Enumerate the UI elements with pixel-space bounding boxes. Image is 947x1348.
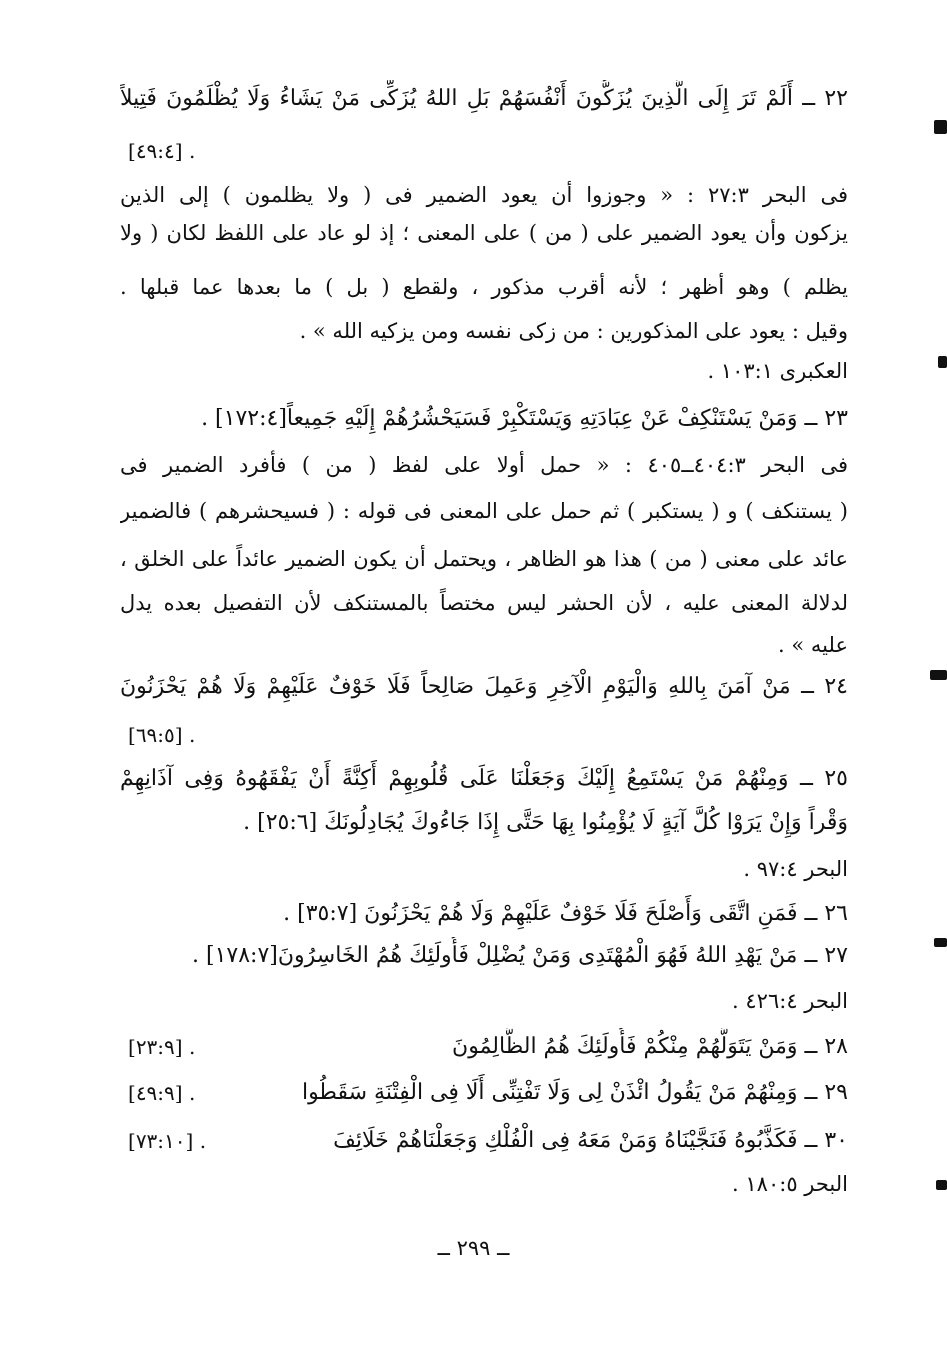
commentary-line: يزكون وأن يعود الضمير على ( من ) على المعنى ؛ إذ لو عاد على اللفظ لكان ( ولا bbox=[120, 221, 848, 245]
verse-reference: [٦٩:٥] . bbox=[128, 723, 196, 747]
verse-reference: [٤٩:٤] . bbox=[128, 139, 196, 163]
verse-line: ٣٠ ــ فَكَذَّبُوهُ فَنَجَّيْنَاهُ وَمَنْ مَعَهُ فِى الْفُلْكِ وَجَعَلْنَاهُمْ خَلَائِفَ bbox=[333, 1128, 848, 1153]
commentary-line: عائد على معنى ( من ) هذا هو الظاهر ، ويحتمل أن يكون الضمير عائداً على الخلق ، bbox=[120, 547, 848, 571]
commentary-line: البحر ٩٧:٤ . bbox=[743, 857, 848, 881]
commentary-line: العكبرى ١٠٣:١ . bbox=[707, 359, 848, 383]
scan-edge-mark bbox=[930, 670, 947, 680]
commentary-line: عليه » . bbox=[778, 633, 848, 657]
commentary-line: البحر ٤٢٦:٤ . bbox=[732, 989, 848, 1013]
verse-line: ٢٥ ــ وَمِنْهُمْ مَنْ يَسْتَمِعُ إِلَيْكَ وَجَعَلْنَا عَلَى قُلُوبِهِمْ أَكِنَّةً أَنْ يَفْقَهُوهُ وَفِى آذَانِهِمْ bbox=[120, 766, 848, 791]
commentary-line: يظلم ) وهو أظهر ؛ لأنه أقرب مذكور ، ولقطع ( بل ) ما بعدها عما قبلها . bbox=[120, 275, 848, 299]
verse-line: ٢٧ ــ مَنْ يَهْدِ اللهُ فَهُوَ الْمُهْتَدِى وَمَنْ يُضْلِلْ فَأُولَئِكَ هُمُ الخَاسِرُونَ[١٧٨:٧] . bbox=[192, 943, 848, 968]
verse-reference: [٧٣:١٠] . bbox=[128, 1129, 207, 1153]
commentary-line: فى البحر ٢٧:٣ : « وجوزوا أن يعود الضمير فى ( ولا يظلمون ) إلى الذين bbox=[120, 183, 848, 207]
verse-line: ٢٢ ــ أَلَمْ تَرَ إِلَى الَّذِينَ يُزَكُّونَ أَنْفُسَهُمْ بَلِ اللهُ يُزَكِّى مَنْ يَشَاءُ وَلَا يُظْلَمُونَ فَتِيلاً bbox=[120, 86, 848, 111]
verse-line: ٢٨ ــ وَمَنْ يَتَوَلَّهُمْ مِنْكُمْ فَأُولَئِكَ هُمُ الظَّالِمُونَ bbox=[452, 1034, 848, 1059]
commentary-line: وقيل : يعود على المذكورين : من زكى نفسه ومن يزكيه الله » . bbox=[299, 319, 848, 343]
verse-line: ٢٦ ــ فَمَنِ اتَّقَى وَأَصْلَحَ فَلَا خَوْفٌ عَلَيْهِمْ وَلَا هُمْ يَحْزَنُونَ [٣٥:٧] . bbox=[283, 901, 848, 926]
verse-line: ٢٣ ــ وَمَنْ يَسْتَنْكِفْ عَنْ عِبَادَتِهِ وَيَسْتَكْبِرْ فَسَيَحْشُرُهُمْ إِلَيْهِ جَمِيعاً[١٧٢:٤] . bbox=[201, 406, 848, 431]
commentary-line: البحر ١٨٠:٥ . bbox=[732, 1172, 848, 1196]
verse-line: ٢٤ ــ مَنْ آمَنَ بِاللهِ وَالْيَوْمِ الْآخِرِ وَعَمِلَ صَالِحاً فَلَا خَوْفٌ عَلَيْهِمْ وَلَا هُمْ يَحْزَنُونَ bbox=[120, 674, 848, 699]
verse-reference: [٢٣:٩] . bbox=[128, 1035, 196, 1059]
scan-edge-mark bbox=[934, 120, 947, 134]
page-number: ــ ٢٩٩ ــ bbox=[437, 1236, 510, 1260]
scan-edge-mark bbox=[936, 1180, 947, 1190]
scan-edge-mark bbox=[934, 938, 947, 947]
verse-reference: [٤٩:٩] . bbox=[128, 1081, 196, 1105]
scan-edge-mark bbox=[938, 356, 947, 368]
verse-line: وَقْراً وَإِنْ يَرَوْا كُلَّ آيَةٍ لَا يُؤْمِنُوا بِهَا حَتَّى إِذَا جَاءُوكَ يُجَادِلُونَكَ [٢٥:٦] . bbox=[243, 810, 848, 835]
verse-line: ٢٩ ــ وَمِنْهُمْ مَنْ يَقُولُ ائْذَنْ لِى وَلَا تَفْتِنِّى أَلَا فِى الْفِتْنَةِ سَقَطُوا bbox=[301, 1080, 848, 1105]
commentary-line: فى البحر ٤٠٤:٣ــ٤٠٥ : « حمل أولا على لفظ ( من ) فأفرد الضمير فى bbox=[120, 453, 848, 477]
commentary-line: ( يستنكف ) و ( يستكبر ) ثم حمل على المعنى فى قوله : ( فسيحشرهم ) فالضمير bbox=[120, 499, 848, 523]
commentary-line: لدلالة المعنى عليه ، لأن الحشر ليس مختصاً بالمستنكف لأن التفصيل بعده يدل bbox=[120, 591, 848, 615]
